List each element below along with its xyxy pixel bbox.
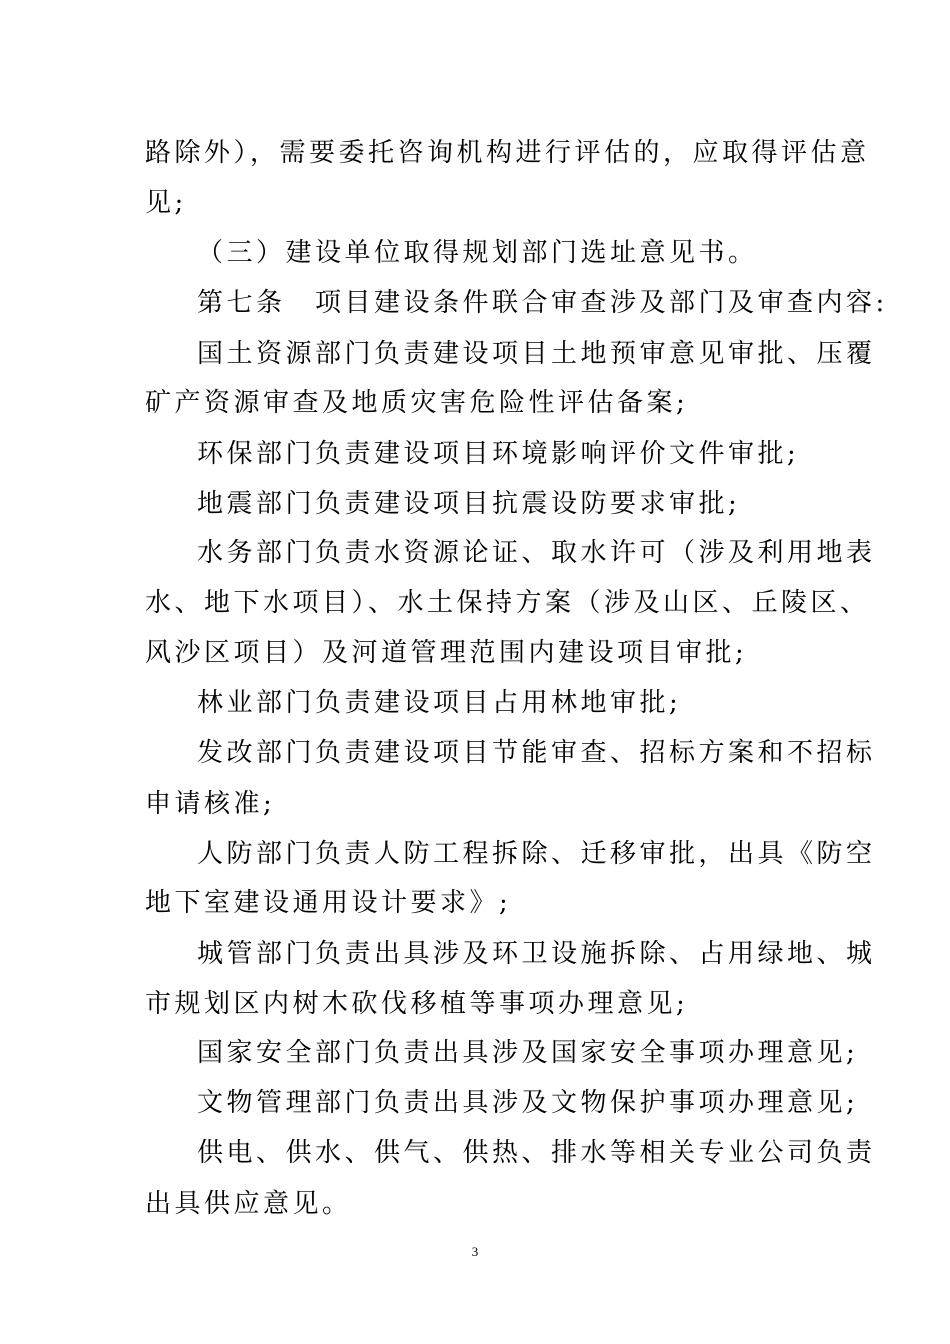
text-line: 国家安全部门负责出具涉及国家安全事项办理意见; — [197, 1038, 859, 1068]
text-line: 林业部门负责建设项目占用林地审批; — [197, 688, 682, 718]
text-line: 供电、供水、供气、供热、排水等相关专业公司负责 — [197, 1138, 876, 1168]
text-line: 见; — [145, 188, 187, 218]
text-line: 发改部门负责建设项目节能审查、招标方案和不招标 — [197, 738, 876, 768]
text-line: 矿产资源审查及地质灾害危险性评估备案; — [145, 388, 689, 418]
article-heading: 第七条 项目建设条件联合审查涉及部门及审查内容: — [197, 288, 888, 318]
text-line: 人防部门负责人防工程拆除、迁移审批，出具《防空 — [197, 839, 876, 869]
text-line: 水务部门负责水资源论证、取水许可（涉及利用地表 — [197, 538, 876, 568]
text-line: 城管部门负责出具涉及环卫设施拆除、占用绿地、城 — [197, 939, 876, 969]
text-line: 国土资源部门负责建设项目土地预审意见审批、压覆 — [197, 339, 876, 369]
text-line: 路除外），需要委托咨询机构进行评估的，应取得评估意 — [145, 138, 870, 168]
text-line: 出具供应意见。 — [145, 1189, 352, 1219]
text-line: 文物管理部门负责出具涉及文物保护事项办理意见; — [197, 1088, 859, 1118]
text-line: 市规划区内树木砍伐移植等事项办理意见; — [145, 989, 689, 1019]
text-line: 申请核准; — [145, 789, 276, 819]
text-line: 地下室建设通用设计要求》; — [145, 888, 512, 918]
text-line: （三）建设单位取得规划部门选址意见书。 — [197, 238, 758, 268]
text-line: 地震部门负责建设项目抗震设防要求审批; — [197, 489, 741, 519]
page-number: 3 — [471, 1244, 479, 1259]
text-line: 环保部门负责建设项目环境影响评价文件审批; — [197, 439, 800, 469]
text-line: 水、地下水项目）、水土保持方案（涉及山区、丘陵区、 — [145, 588, 870, 618]
text-line: 风沙区项目）及河道管理范围内建设项目审批; — [145, 638, 748, 668]
